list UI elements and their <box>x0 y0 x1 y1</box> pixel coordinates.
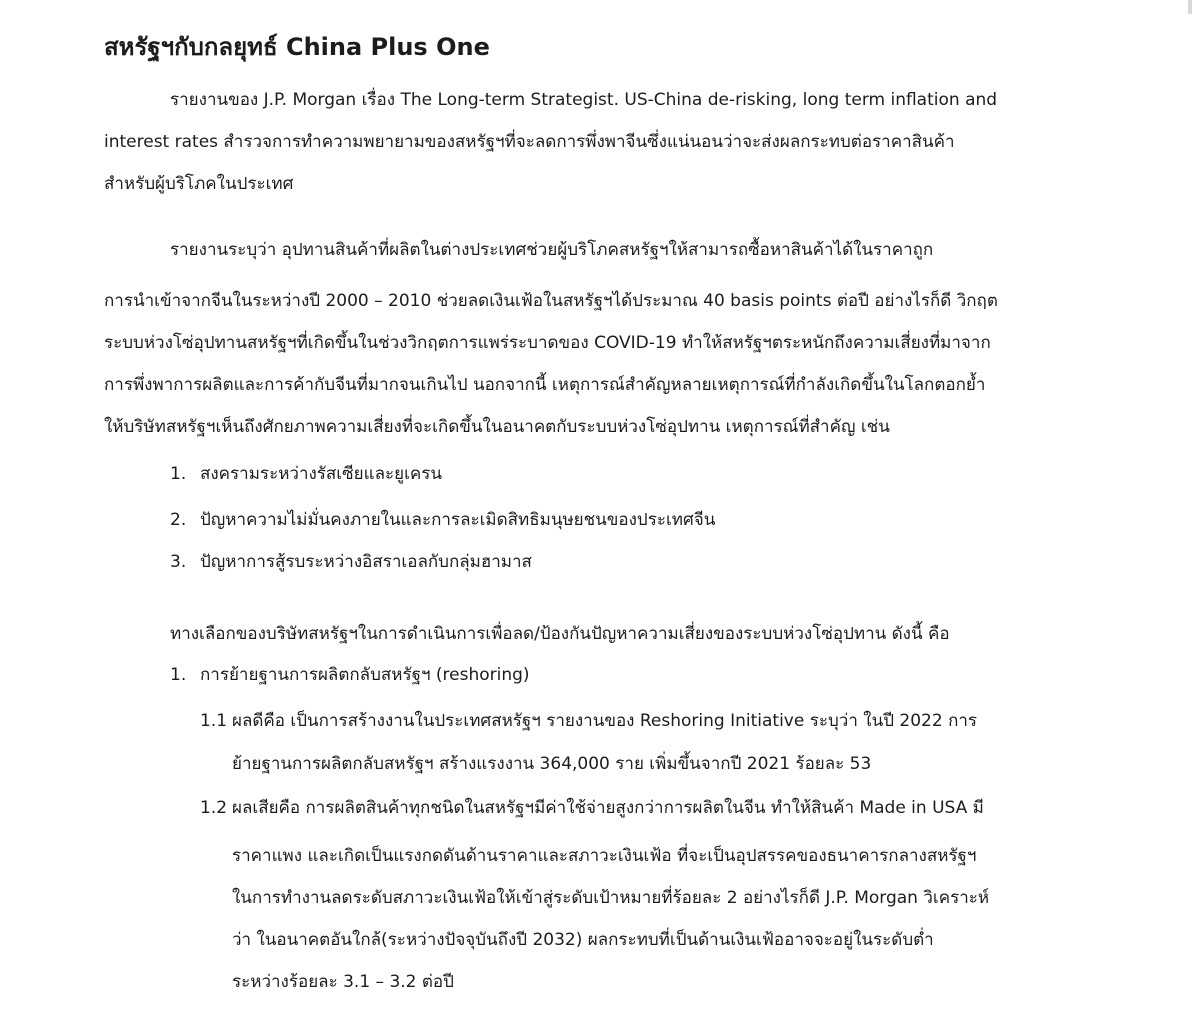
list-text: การย้ายฐานการผลิตกลับสหรัฐฯ (reshoring) <box>200 665 530 685</box>
list-number: 1. <box>170 665 187 685</box>
event-list-item <box>170 506 715 534</box>
list-number: 1. <box>170 464 187 484</box>
sub-item-1-2-line-3: ในการทำงานลดระดับสภาวะเงินเฟ้อให้เข้าสู่ระดับเป้าหมายที่ร้อยละ 2 อย่างไรก็ดี J.P. Morgan วิเคราะห์ <box>232 888 990 908</box>
list-text: ปัญหาการสู้รบระหว่างอิสราเอลกับกลุ่มฮามาส <box>200 552 532 572</box>
list-text: ปัญหาความไม่มั่นคงภายในและการละเมิดสิทธิมนุษยชนของประเทศจีน <box>200 510 716 530</box>
para2-line-3: ระบบห่วงโซ่อุปทานสหรัฐฯที่เกิดขึ้นในช่วงวิกฤตการแพร่ระบาดของ COVID-19 ทำให้สหรัฐฯตระหนักถึงความเสี่ยงที่มาจาก <box>104 333 991 353</box>
para2-line-2: การนำเข้าจากจีนในระหว่างปี 2000 – 2010 ช่วยลดเงินเฟ้อในสหรัฐฯได้ประมาณ 40 basis points ต่อปี อย่างไรก็ดี วิกฤต <box>104 291 998 311</box>
para2-line-4: การพึ่งพาการผลิตและการค้ากับจีนที่มากจนเกินไป นอกจากนี้ เหตุการณ์สำคัญหลายเหตุการณ์ที่กำลังเกิดขึ้นในโลกตอกย้ำ <box>104 375 986 395</box>
sub-item-1-2-line-5: ระหว่างร้อยละ 3.1 – 3.2 ต่อปี <box>232 972 454 992</box>
list-text: สงครามระหว่างรัสเซียและยูเครน <box>200 464 443 484</box>
option-list-item <box>170 661 530 689</box>
sub-item-1-1-line-2: ย้ายฐานการผลิตกลับสหรัฐฯ สร้างแรงงาน 364,000 ราย เพิ่มขึ้นจากปี 2021 ร้อยละ 53 <box>232 754 872 774</box>
list-number: 3. <box>170 552 187 572</box>
para1-line-1: รายงานของ J.P. Morgan เรื่อง The Long-term Strategist. US-China de-risking, long term inflation and <box>170 90 998 110</box>
sub-number: 1.2 <box>200 798 228 818</box>
para2-line-1: รายงานระบุว่า อุปทานสินค้าที่ผลิตในต่างประเทศช่วยผู้บริโภคสหรัฐฯให้สามารถซื้อหาสินค้าได้ในราคาถูก <box>170 240 934 260</box>
sub-item-1-2-line-4: ว่า ในอนาคตอันใกล้(ระหว่างปัจจุบันถึงปี 2032) ผลกระทบที่เป็นด้านเงินเฟ้ออาจจะอยู่ในระดับต่ำ <box>232 930 934 950</box>
sub-number: 1.1 <box>200 711 228 731</box>
para1-line-2: interest rates สำรวจการทำความพยายามของสหรัฐฯที่จะลดการพึ่งพาจีนซึ่งแน่นอนว่าจะส่งผลกระทบต่อราคาสินค้า <box>104 132 955 152</box>
sub-item-1-1-line-1 <box>200 707 977 735</box>
list-number: 2. <box>170 510 187 530</box>
event-list-item <box>170 460 442 488</box>
event-list-item <box>170 548 532 576</box>
scan-edge-mark <box>1188 0 1192 14</box>
sub-item-1-2-line-1 <box>200 794 984 822</box>
sub-text: ผลเสียคือ การผลิตสินค้าทุกชนิดในสหรัฐฯมีค่าใช้จ่ายสูงกว่าการผลิตในจีน ทำให้สินค้า Made in USA มี <box>232 798 984 818</box>
document-title: สหรัฐฯกับกลยุทธ์ China Plus One <box>104 33 490 61</box>
para1-line-3: สำหรับผู้บริโภคในประเทศ <box>104 174 294 194</box>
para3-line: ทางเลือกของบริษัทสหรัฐฯในการดำเนินการเพื่อลด/ป้องกันปัญหาความเสี่ยงของระบบห่วงโซ่อุปทาน ดังนี้ คือ <box>170 624 950 644</box>
para2-line-5: ให้บริษัทสหรัฐฯเห็นถึงศักยภาพความเสี่ยงที่จะเกิดขึ้นในอนาคตกับระบบห่วงโซ่อุปทาน เหตุการณ์ที่สำคัญ เช่น <box>104 417 890 437</box>
sub-item-1-2-line-2: ราคาแพง และเกิดเป็นแรงกดดันด้านราคาและสภาวะเงินเฟ้อ ที่จะเป็นอุปสรรคของธนาคารกลางสหรัฐฯ <box>232 846 977 866</box>
sub-text: ผลดีคือ เป็นการสร้างงานในประเทศสหรัฐฯ รายงานของ Reshoring Initiative ระบุว่า ในปี 2022 การ <box>232 711 978 731</box>
